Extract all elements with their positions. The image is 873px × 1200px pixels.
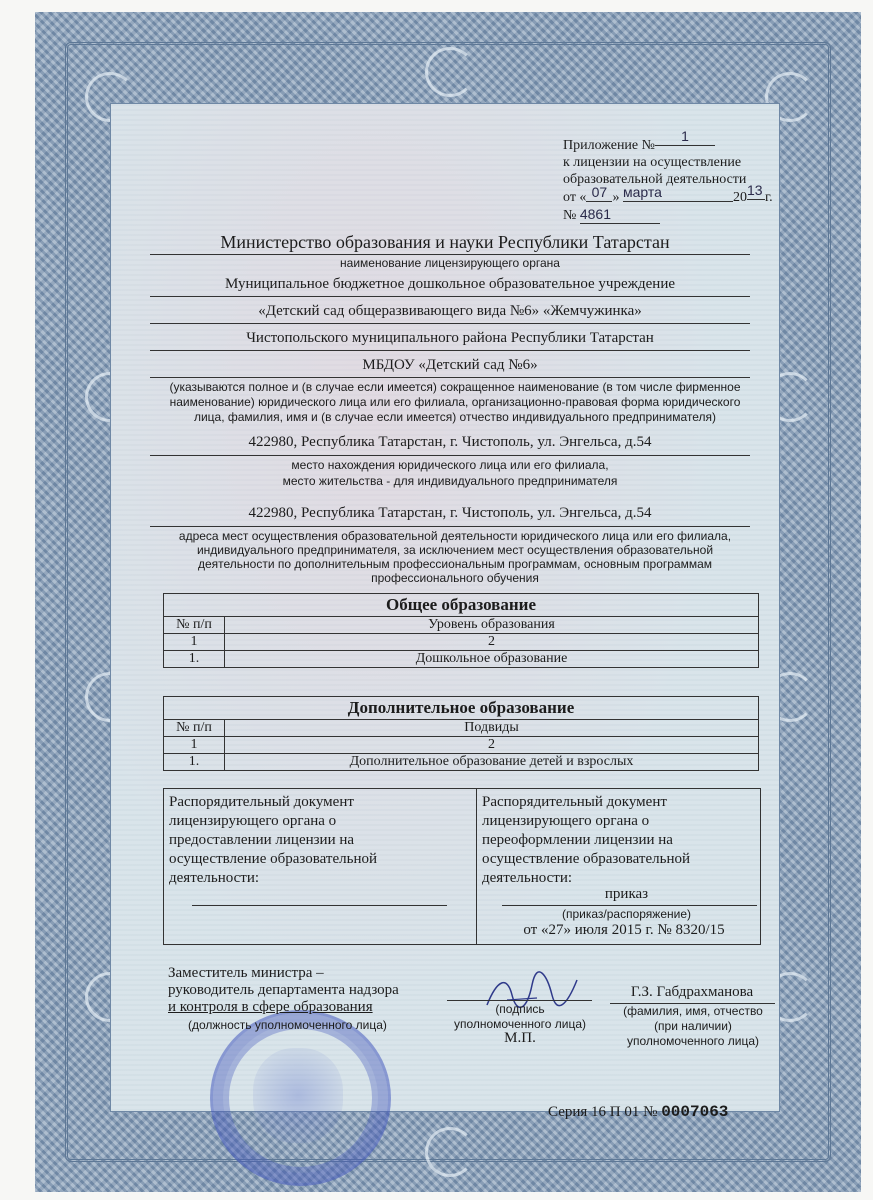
location-caption1: место нахождения юридического лица или его филиала,: [291, 458, 609, 472]
appendix-month: марта: [623, 184, 733, 202]
activity-address: 422980, Республика Татарстан, г. Чистополь, ул. Энгельса, д.54: [248, 505, 652, 521]
signature-caption2: уполномоченного лица): [453, 1017, 587, 1031]
additional-education-title: Дополнительное образование: [164, 697, 759, 720]
issuer-name: Министерство образования и науки Республики Татарстан: [220, 232, 670, 252]
table-cell: 1: [164, 634, 225, 651]
series-line: [548, 1103, 728, 1121]
org-caption: (указываются полное и (в случае если имеется) сокращенное наименование (в том числе фирменное наименование) юридического лица или его филиала, организационно-правовая форма юридического лица, фамилия, имя и (в случае если имеется) отчество индивидуального предпринимателя): [169, 380, 741, 424]
signatory-name: Г.З. Габдрахманова: [630, 984, 754, 1000]
location-caption2: место жительства - для индивидуального предпринимателя: [282, 474, 618, 488]
order-date: от «27» июля 2015 г. № 8320/15: [523, 922, 725, 938]
org-short-name: МБДОУ «Детский сад №6»: [362, 357, 538, 373]
table-cell: Дошкольное образование: [225, 651, 759, 668]
org-line3: Чистопольского муниципального района Республики Татарстан: [246, 330, 654, 346]
name-caption3: уполномоченного лица): [626, 1034, 760, 1048]
ornament-icon: [425, 1127, 475, 1177]
position-line2: руководитель департамента надзора: [168, 982, 399, 998]
table-cell: 1.: [164, 651, 225, 668]
series-label: Серия: [548, 1104, 588, 1120]
series-value: 16 П 01: [591, 1104, 640, 1120]
seal-label: М.П.: [504, 1030, 536, 1046]
license-number: 4861: [580, 206, 660, 224]
signature-caption1: (подпись: [495, 1002, 545, 1016]
appendix-number: 1: [655, 128, 715, 146]
table-cell: 1.: [164, 754, 225, 771]
table-header: Подвиды: [225, 720, 759, 737]
table-cell: 1: [164, 737, 225, 754]
org-line1: Муниципальное бюджетное дошкольное образовательное учреждение: [225, 276, 675, 292]
official-seal: [210, 1010, 391, 1186]
date-mid: »: [612, 190, 620, 205]
order-type-caption: (приказ/распоряжение): [561, 907, 692, 921]
issuer-caption: наименование лицензирующего органа: [340, 256, 560, 270]
table-header: № п/п: [164, 720, 225, 737]
signatory-position: [168, 965, 448, 1016]
no-label: №: [563, 208, 577, 223]
year-end: г.: [764, 190, 773, 205]
table-cell: 2: [225, 737, 759, 754]
additional-education-table: [163, 696, 759, 771]
appendix-year: 13: [747, 182, 765, 200]
order-right-text: Распорядительный документ лицензирующего органа о переоформлении лицензии на осуществление образовательной деятельности:: [482, 794, 690, 886]
appendix-day: 07: [586, 184, 612, 202]
org-line2: «Детский сад общеразвивающего вида №6» «Жемчужинка»: [258, 303, 642, 319]
series-no-label: №: [643, 1104, 658, 1120]
table-header: № п/п: [164, 617, 225, 634]
name-caption1: (фамилия, имя, отчество: [623, 1004, 763, 1018]
appendix-label: Приложение №: [563, 138, 655, 153]
table-header: Уровень образования: [225, 617, 759, 634]
signature-caption: [445, 1002, 595, 1032]
general-education-title: Общее образование: [164, 594, 759, 617]
location-address: 422980, Республика Татарстан, г. Чистополь, ул. Энгельса, д.54: [248, 434, 652, 450]
appendix-block: [563, 128, 793, 224]
ornament-icon: [425, 47, 475, 97]
order-type: приказ: [604, 886, 649, 902]
date-prefix: от «: [563, 190, 587, 205]
name-caption: [608, 1004, 778, 1049]
year-prefix: 20: [732, 190, 747, 205]
table-cell: 2: [225, 634, 759, 651]
appendix-line2: к лицензии на осуществление: [563, 155, 742, 170]
position-line1: Заместитель министра –: [168, 965, 324, 981]
general-education-table: [163, 593, 759, 668]
table-cell: Дополнительное образование детей и взрослых: [225, 754, 759, 771]
position-caption: (должность уполномоченного лица): [188, 1018, 387, 1032]
name-caption2: (при наличии): [654, 1019, 732, 1033]
appendix-line3: образовательной деятельности: [563, 172, 747, 187]
series-number: 0007063: [661, 1103, 729, 1121]
activity-caption: адреса мест осуществления образовательной деятельности юридического лица или его филиала, индивидуального предпринимателя, за исключением мест осуществления образовательной деятельности по дополнительным профессиональным программам, основным программам профессионального обучения: [178, 529, 732, 585]
position-line3: и контроля в сфере образования: [168, 999, 373, 1015]
orders-block: [163, 788, 761, 945]
order-left-text: Распорядительный документ лицензирующего органа о предоставлении лицензии на осуществление образовательной деятельности:: [169, 794, 377, 886]
